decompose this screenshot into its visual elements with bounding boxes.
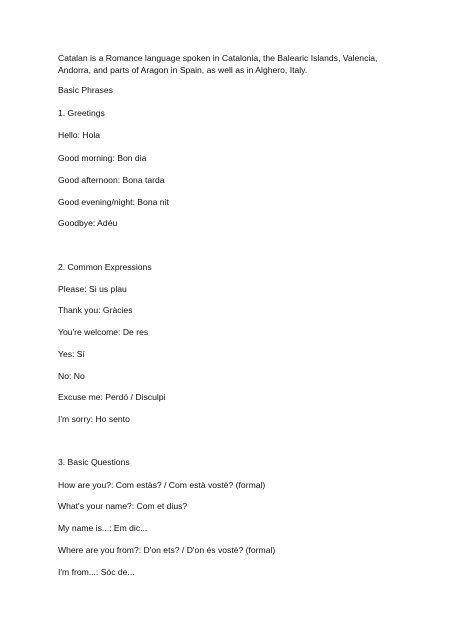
document-heading: Basic Phrases (58, 85, 113, 95)
phrase-item: What's your name?: Com et dius? (58, 501, 188, 511)
intro-paragraph (58, 53, 428, 76)
phrase-item: My name is...: Em dic... (58, 523, 148, 533)
phrase-item: No: No (58, 371, 85, 381)
phrase-item: Hello: Hola (58, 130, 101, 140)
phrase-item: Good morning: Bon dia (58, 153, 147, 163)
section-title-basic-questions: 3. Basic Questions (58, 457, 130, 467)
phrase-item: You're welcome: De res (58, 327, 149, 337)
phrase-item: Where are you from?: D'on ets? / D'on és vostè? (formal) (58, 545, 276, 555)
intro-line: Catalan is a Romance language spoken in Catalonia, the Balearic Islands, Valencia, (58, 53, 378, 63)
intro-line: Andorra, and parts of Aragon in Spain, as well as in Alghero, Italy. (58, 64, 308, 75)
phrase-item: Yes: Sí (58, 349, 85, 359)
phrase-item: How are you?: Com estàs? / Com està vostè? (formal) (58, 480, 266, 490)
section-title-common-expressions: 2. Common Expressions (58, 262, 152, 272)
phrase-item: Please: Si us plau (58, 284, 127, 294)
phrase-item: Excuse me: Perdó / Disculpi (58, 392, 166, 402)
phrase-item: Thank you: Gràcies (58, 305, 133, 315)
phrase-item: Good afternoon: Bona tarda (58, 175, 165, 185)
phrase-item: I'm sorry: Ho sento (58, 414, 130, 424)
phrase-item: Goodbye: Adéu (58, 218, 118, 228)
phrase-item: Good evening/night: Bona nit (58, 197, 169, 207)
phrase-item: I'm from...: Sóc de... (58, 567, 135, 577)
section-title-greetings: 1. Greetings (58, 108, 105, 118)
